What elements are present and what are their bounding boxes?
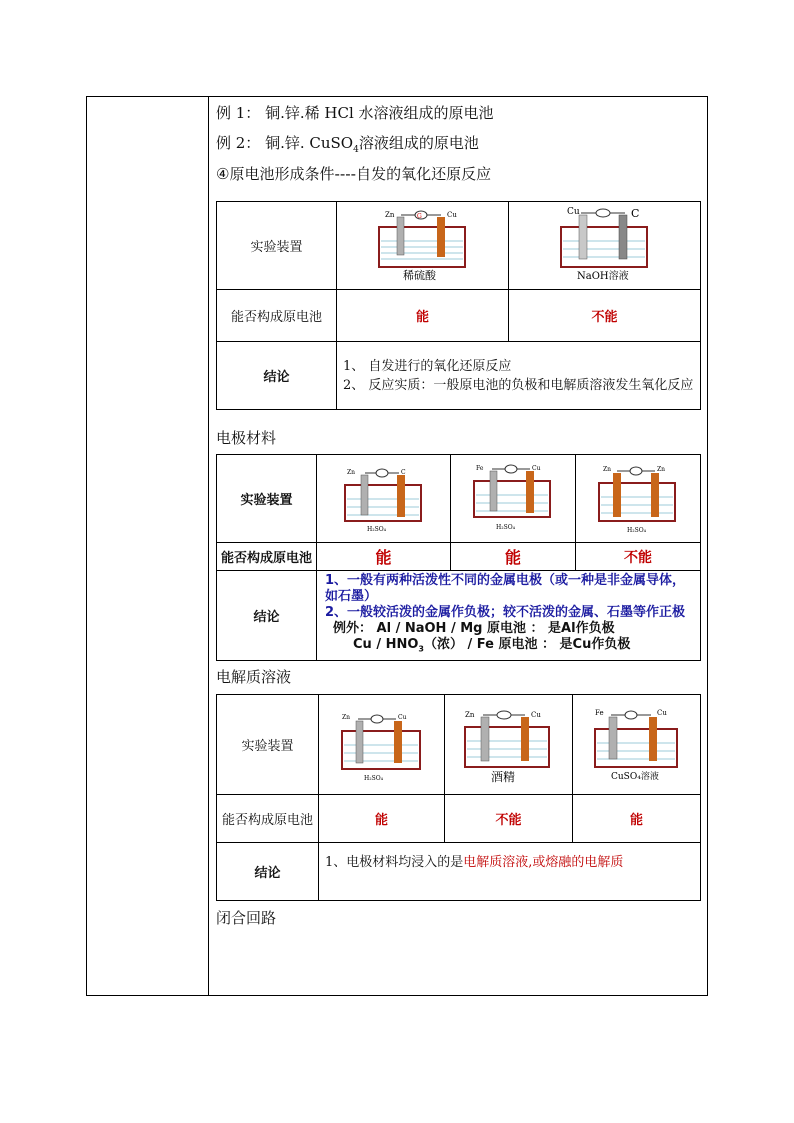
result-2: 不能 <box>509 290 701 342</box>
device-cu-c-naoh <box>509 202 701 290</box>
device-fe-cu-cuso4 <box>573 695 701 795</box>
cell-diagram <box>459 701 559 785</box>
device-zn-cu-alcohol <box>445 695 573 795</box>
svg-text:H₂SO₄: H₂SO₄ <box>627 526 647 534</box>
row-label-can-form: 能否构成原电池 <box>217 543 317 571</box>
device-zn-zn <box>576 455 701 543</box>
device-fe-cu <box>451 455 576 543</box>
device-zn-cu-sulfuric <box>337 202 509 290</box>
result-cuso4: 能 <box>573 795 701 843</box>
row-label-conclusion: 结论 <box>217 342 337 410</box>
result-fe-cu: 能 <box>451 543 576 571</box>
row-label-device: 实验装置 <box>217 202 337 290</box>
result-1: 能 <box>337 290 509 342</box>
row-label-conclusion: 结论 <box>217 843 319 901</box>
conclusion-2: 1、一般有两种活泼性不同的金属电极（或一种是非金属导体， 如石墨） 2、一般较活泼的金属作负极；较不活泼的金属、石墨等作正极 例外： Al / NaOH / Mg 原电池 ： 是Al作负极 Cu / $HNO_3$（浓） / Fe 原电池 ： 是Cu作负极 <box>317 571 701 661</box>
svg-text:Fe: Fe <box>476 464 484 472</box>
example-1: 例 1： 铜.锌.稀 HCl 水溶液组成的原电池 <box>216 104 494 122</box>
svg-text:Cu: Cu <box>397 713 406 721</box>
svg-text:Cu: Cu <box>446 210 457 219</box>
svg-text:C: C <box>400 468 406 476</box>
svg-text:CuSO₄溶液: CuSO₄溶液 <box>610 771 659 782</box>
result-zn-c: 能 <box>317 543 451 571</box>
svg-text:NaOH溶液: NaOH溶液 <box>576 270 629 282</box>
table-electrode-materials <box>216 454 701 661</box>
conclusion-1: 1、 自发进行的氧化还原反应 2、 反应实质：一般原电池的负极和电解质溶液发生氧化反应 <box>337 342 701 410</box>
svg-text:H₂SO₄: H₂SO₄ <box>496 523 516 531</box>
condition-heading: ④原电池形成条件----自发的氧化还原反应 <box>216 165 492 183</box>
svg-text:Zn: Zn <box>346 468 355 476</box>
svg-text:Cu: Cu <box>532 464 541 472</box>
svg-text:酒精: 酒精 <box>490 769 515 784</box>
svg-text:Cu: Cu <box>530 710 541 719</box>
svg-text:Zn: Zn <box>603 465 612 473</box>
svg-text:C: C <box>630 206 639 220</box>
conclusion-3: 1、电极材料均浸入的是电解质溶液,或熔融的电解质 <box>319 843 701 901</box>
table-electrolyte <box>216 694 701 901</box>
device-zn-c <box>317 455 451 543</box>
section-closed-circuit: 闭合回路 <box>216 909 277 927</box>
row-label-can-form: 能否构成原电池 <box>217 795 319 843</box>
column-divider <box>208 97 209 995</box>
result-h2so4: 能 <box>319 795 445 843</box>
svg-text:H₂SO₄: H₂SO₄ <box>363 774 383 782</box>
svg-text:Fe: Fe <box>594 708 604 717</box>
svg-text:G: G <box>416 212 422 220</box>
result-zn-zn: 不能 <box>576 543 701 571</box>
result-alcohol: 不能 <box>445 795 573 843</box>
row-label-can-form: 能否构成原电池 <box>217 290 337 342</box>
example-2: 例 2： 铜.锌. CuSO$_4$溶液组成的原电池 <box>216 134 479 155</box>
section-electrolyte: 电解质溶液 <box>216 668 292 686</box>
svg-text:Zn: Zn <box>384 210 394 219</box>
svg-text:稀硫酸: 稀硫酸 <box>402 268 436 282</box>
cell-diagram <box>373 205 473 283</box>
svg-text:Cu: Cu <box>656 708 667 717</box>
cell-diagram <box>339 459 429 535</box>
cell-diagram <box>334 703 430 783</box>
section-electrode-materials: 电极材料 <box>216 429 277 447</box>
svg-text:Zn: Zn <box>657 465 666 473</box>
row-label-device: 实验装置 <box>217 455 317 543</box>
row-label-conclusion: 结论 <box>217 571 317 661</box>
cell-diagram <box>468 459 558 535</box>
row-label-device: 实验装置 <box>217 695 319 795</box>
cell-diagram <box>593 459 683 535</box>
cell-diagram <box>587 701 687 785</box>
svg-text:H₂SO₄: H₂SO₄ <box>366 525 386 533</box>
cell-diagram <box>555 205 655 283</box>
svg-text:Zn: Zn <box>341 713 350 721</box>
svg-text:Cu: Cu <box>566 206 580 217</box>
device-zn-cu-h2so4 <box>319 695 445 795</box>
table-spontaneous-reaction <box>216 201 701 410</box>
svg-text:Zn: Zn <box>464 710 474 719</box>
